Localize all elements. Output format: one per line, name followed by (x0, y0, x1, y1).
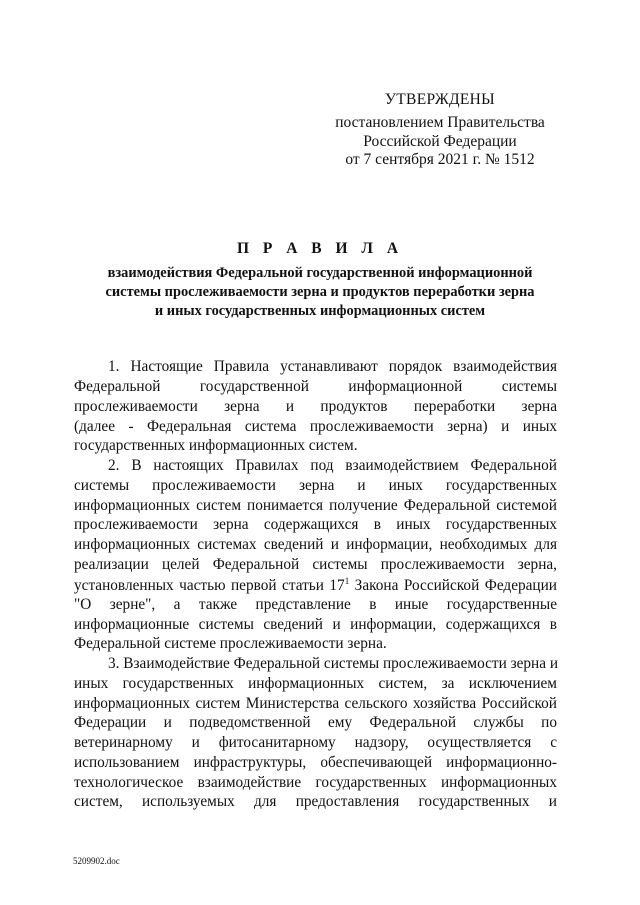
paragraph-line: информационных системах сведений и информации, необходимых для (74, 536, 557, 553)
paragraph-line: иных государственных информационных систем, за исключением (74, 675, 557, 692)
paragraph-line: информационных систем понимается получение Федеральной системой (74, 497, 557, 514)
footer-filename: 5209902.doc (73, 856, 120, 866)
paragraph-line: систем, используемых для предоставления государственных и (74, 793, 557, 810)
paragraph-line: 3. Взаимодействие Федеральной системы прослеживаемости зерна и (108, 655, 559, 672)
approval-heading: УТВЕРЖДЕНЫ (385, 91, 495, 108)
title-main: П Р А В И Л А (236, 240, 404, 257)
paragraph-line: Федеральной государственной информационной системы (74, 378, 557, 395)
approval-line: Российской Федерации (363, 133, 517, 150)
paragraph-line: информационных систем Министерства сельского хозяйства Российской (74, 695, 557, 712)
paragraph-line (74, 576, 557, 595)
paragraph-line: Федеральной системе прослеживаемости зерна. (74, 635, 387, 652)
paragraph-line: ветеринарному и фитосанитарному надзору, осуществляется с (74, 734, 557, 751)
title-subtitle-line: системы прослеживаемости зерна и продуктов переработки зерна (105, 284, 535, 300)
paragraph-line: государственных информационных систем. (74, 437, 358, 454)
paragraph-line: использованием инфраструктуры, обеспечивающей информационно- (74, 754, 557, 771)
paragraph-line: Федерации и подведомственной ему Федеральной службы по (74, 714, 557, 731)
paragraph-line-text: Закона Российской Федерации (349, 577, 557, 594)
approval-line: постановлением Правительства (335, 114, 545, 131)
paragraph-line: системы прослеживаемости зерна и иных государственных (74, 477, 557, 494)
paragraph-line: прослеживаемости зерна содержащихся в иных государственных (74, 516, 557, 533)
title-subtitle-line: взаимодействия Федеральной государственной информационной (107, 265, 533, 281)
approval-date-line: от 7 сентября 2021 г. № 1512 (345, 151, 535, 168)
article-superscript: 1 (344, 576, 350, 586)
title-subtitle-line: и иных государственных информационных систем (154, 303, 486, 319)
paragraph-line: 2. В настоящих Правилах под взаимодействием Федеральной (108, 457, 557, 474)
paragraph-line: информационные системы сведений и информации, содержащихся в (74, 616, 557, 633)
paragraph-line: (далее - Федеральная система прослеживаемости зерна) и иных (74, 418, 557, 435)
paragraph-line: прослеживаемости зерна и продуктов переработки зерна (74, 398, 557, 415)
paragraph-line-text: установленных частью первой статьи 17 (74, 577, 345, 594)
paragraph-line: "О зерне", а также представление в иные государственные (74, 596, 557, 613)
paragraph-line: реализации целей Федеральной системы прослеживаемости зерна, (74, 556, 557, 573)
paragraph-line: 1. Настоящие Правила устанавливают порядок взаимодействия (108, 358, 557, 375)
paragraph-line: технологическое взаимодействие государственных информационных (74, 774, 557, 791)
